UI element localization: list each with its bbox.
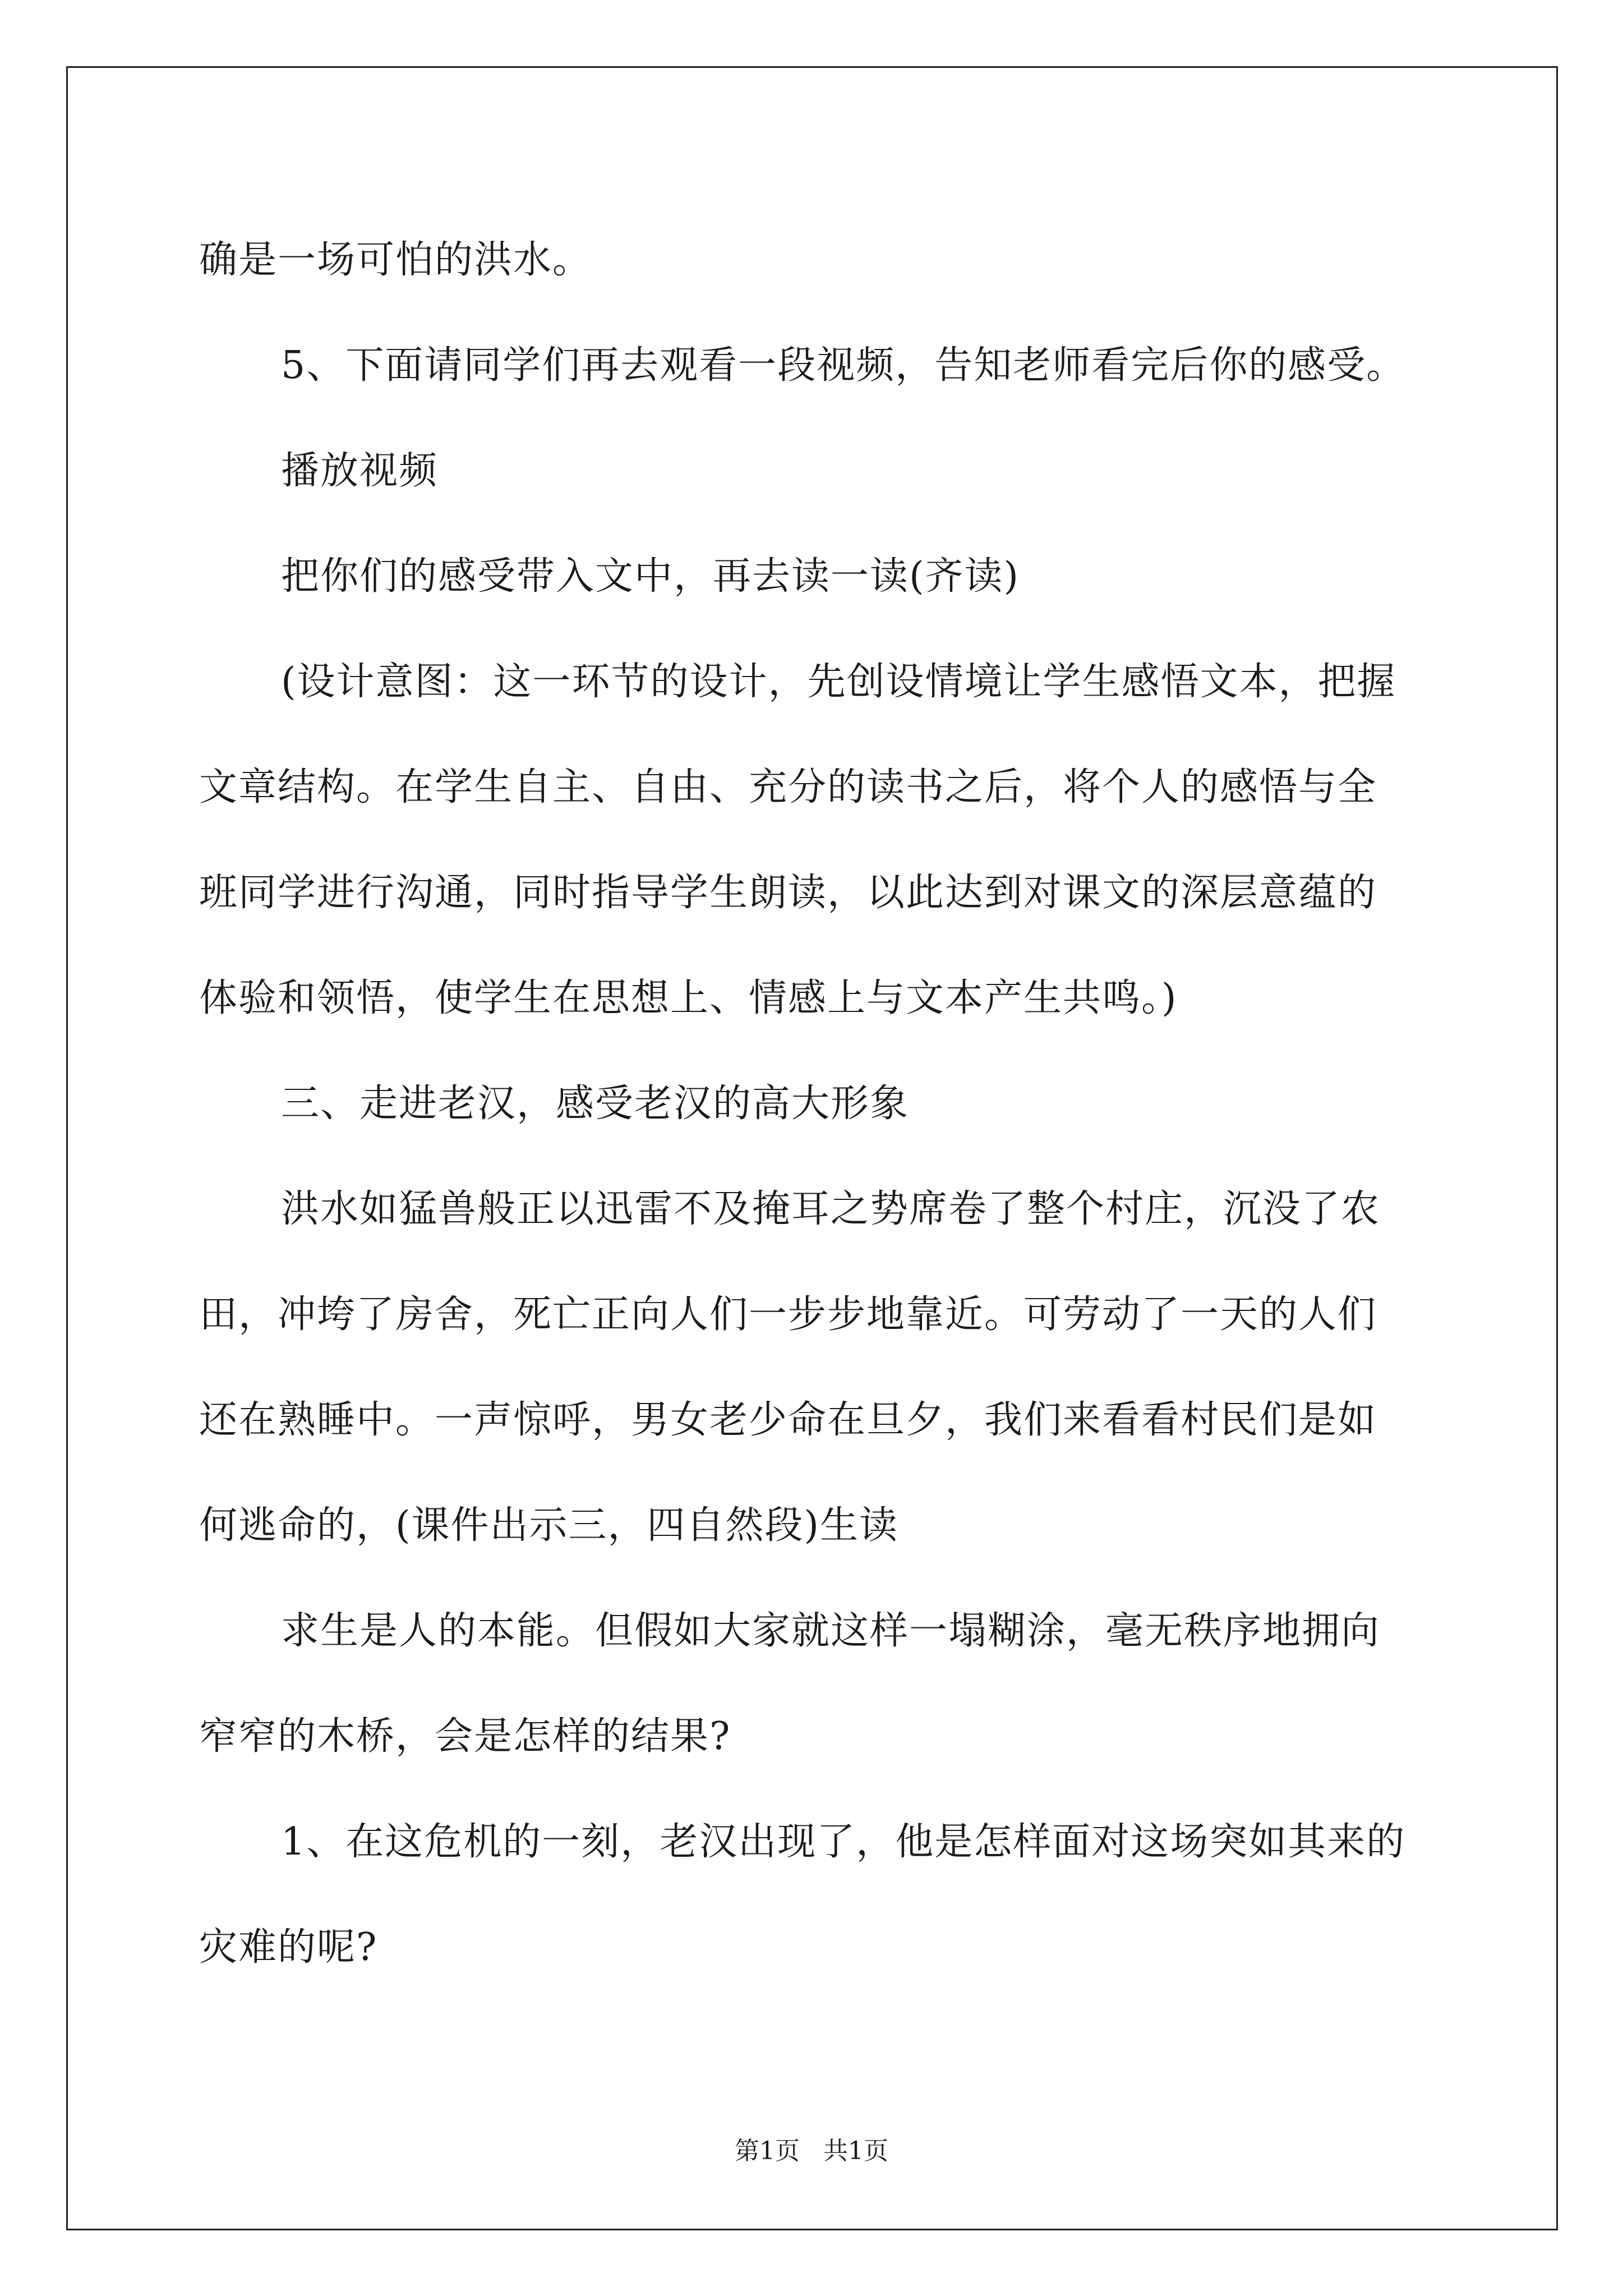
text-line-8: 体验和领悟，使学生在思想上、情感上与文本产生共鸣。)	[199, 976, 1178, 1020]
text-line-2: 5、下面请同学们再去观看一段视频，告知老师看完后你的感受。	[281, 343, 1406, 388]
text-line-4: 把你们的感受带入文中，再去读一读(齐读)	[281, 554, 1020, 599]
text-line-13: 何逃命的，(课件出示三，四自然段)生读	[199, 1503, 899, 1548]
text-line-16: 1、在这危机的一刻，老汉出现了，他是怎样面对这场突如其来的	[281, 1820, 1406, 1864]
text-line-11: 田，冲垮了房舍，死亡正向人们一步步地靠近。可劳动了一天的人们	[199, 1292, 1377, 1337]
text-line-17: 灾难的呢?	[199, 1925, 378, 1970]
text-line-6: 文章结构。在学生自主、自由、充分的读书之后，将个人的感悟与全	[199, 765, 1377, 809]
text-line-7: 班同学进行沟通，同时指导学生朗读，以此达到对课文的深层意蕴的	[199, 871, 1377, 915]
text-line-14: 求生是人的本能。但假如大家就这样一塌糊涂，毫无秩序地拥向	[281, 1609, 1381, 1653]
text-line-5: (设计意图：这一环节的设计，先创设情境让学生感悟文本，把握	[281, 660, 1396, 704]
page-number-footer: 第1页 共1页	[735, 2137, 888, 2165]
document-body	[199, 208, 1455, 2000]
text-line-15: 窄窄的木桥，会是怎样的结果?	[199, 1714, 731, 1759]
text-line-3: 播放视频	[281, 449, 439, 493]
text-line-10: 洪水如猛兽般正以迅雷不及掩耳之势席卷了整个村庄，沉没了农	[281, 1187, 1381, 1231]
section-heading: 三、走进老汉，感受老汉的高大形象	[281, 1082, 910, 1126]
text-line-12: 还在熟睡中。一声惊呼，男女老少命在旦夕，我们来看看村民们是如	[199, 1398, 1377, 1442]
text-line-1: 确是一场可怕的洪水。	[199, 238, 592, 282]
